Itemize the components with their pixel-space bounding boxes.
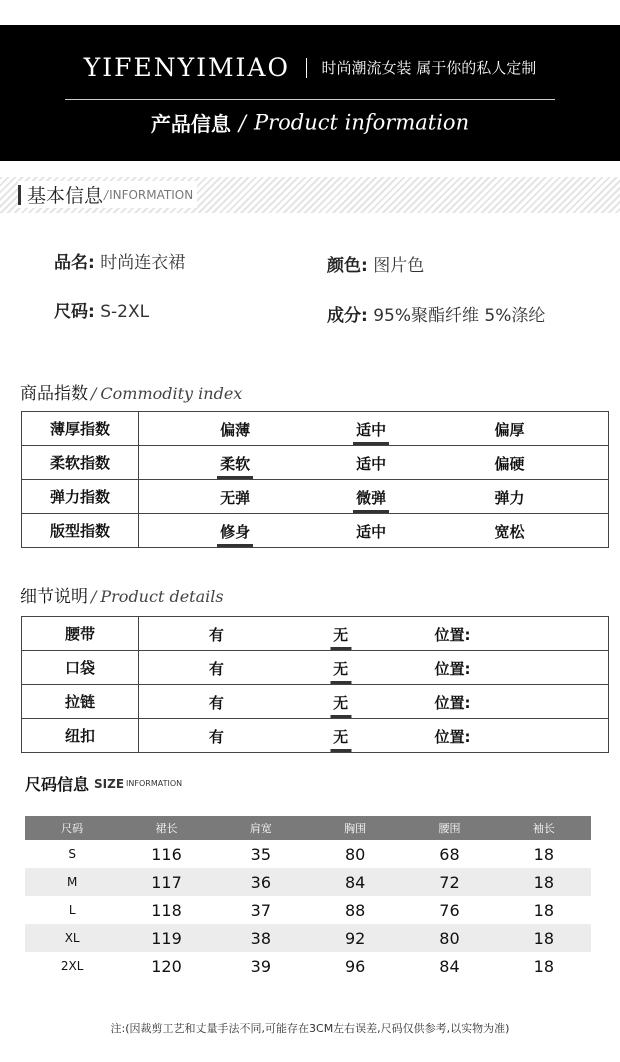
size-cell: 18 <box>533 956 554 976</box>
info-size-value: S-2XL <box>100 302 150 322</box>
details-option-no: 无 <box>330 692 351 718</box>
size-col-header: 腰围 <box>402 816 496 840</box>
brand-name: YIFENYIMIAO <box>83 53 290 82</box>
commodity-row-label: 弹力指数 <box>22 480 139 514</box>
details-position-label: 位置: <box>434 660 471 678</box>
header-divider <box>65 99 555 100</box>
commodity-option-selected: 微弹 <box>353 487 389 513</box>
details-row-options <box>139 617 609 651</box>
commodity-option: 无弹 <box>220 489 251 507</box>
info-name-label: 品名: <box>54 253 95 273</box>
size-cell: 18 <box>533 900 554 920</box>
commodity-row <box>22 480 609 514</box>
basic-info-band <box>0 177 620 213</box>
size-cell-size: M <box>25 868 119 896</box>
size-cell: 18 <box>497 924 591 952</box>
size-heading <box>25 772 182 795</box>
details-table <box>21 616 609 753</box>
size-row <box>25 868 591 896</box>
details-position-label: 位置: <box>434 728 471 746</box>
commodity-option: 偏薄 <box>220 421 251 439</box>
size-cell: 117 <box>119 868 213 896</box>
size-cell: 68 <box>439 844 460 864</box>
details-subtitle: Product details <box>100 587 224 606</box>
size-cell: 37 <box>250 900 271 920</box>
details-row <box>22 651 609 685</box>
details-title: 细节说明 <box>20 587 88 607</box>
size-table <box>25 816 591 980</box>
details-row <box>22 685 609 719</box>
size-cell: 96 <box>344 956 366 976</box>
size-cell: 39 <box>250 956 271 976</box>
info-material-value: 95%聚酯纤维 5%涤纶 <box>373 306 546 326</box>
commodity-option: 宽松 <box>494 523 525 541</box>
info-color-value: 图片色 <box>373 256 425 276</box>
commodity-row-options <box>139 514 609 548</box>
product-info-slash: / <box>238 110 246 135</box>
size-cell: 118 <box>151 900 182 920</box>
size-cell-size: 2XL <box>60 959 84 973</box>
details-row-label: 腰带 <box>22 617 139 651</box>
details-option-no: 无 <box>330 658 351 684</box>
product-info-cn: 产品信息 <box>150 112 231 136</box>
size-col-header: 肩宽 <box>214 816 308 840</box>
size-cell-size: S <box>68 847 76 861</box>
size-cell: 80 <box>344 844 366 864</box>
header-banner <box>0 25 620 161</box>
size-cell: 80 <box>402 924 496 952</box>
size-cell: 72 <box>402 868 496 896</box>
commodity-option: 弹力 <box>494 489 525 507</box>
size-cell: 84 <box>308 868 402 896</box>
commodity-heading: 商品指数 / Commodity index <box>20 384 243 404</box>
size-col-header: 裙长 <box>119 816 213 840</box>
basic-info-title: 基本信息 <box>27 185 104 207</box>
size-row <box>25 896 591 924</box>
size-cell: 18 <box>533 844 554 864</box>
details-row <box>22 719 609 753</box>
size-title-sub: INFORMATION <box>126 779 183 788</box>
size-col-header: 尺码 <box>25 816 119 840</box>
basic-info-heading <box>18 181 197 208</box>
size-row <box>25 840 591 868</box>
commodity-row-label: 柔软指数 <box>22 446 139 480</box>
details-row-label: 口袋 <box>22 651 139 685</box>
size-cell: 84 <box>439 956 460 976</box>
details-option-yes: 有 <box>208 626 224 644</box>
size-cell: 36 <box>214 868 308 896</box>
size-cell: 116 <box>151 844 182 864</box>
size-cell: 35 <box>250 844 271 864</box>
commodity-title: 商品指数 <box>20 384 88 404</box>
commodity-row-label: 薄厚指数 <box>22 412 139 446</box>
size-cell: 76 <box>439 900 460 920</box>
commodity-row <box>22 412 609 446</box>
size-cell-size: L <box>68 903 76 917</box>
commodity-row <box>22 514 609 548</box>
size-title: 尺码信息 <box>25 775 90 794</box>
size-cell: 38 <box>214 924 308 952</box>
details-option-no: 无 <box>330 726 351 752</box>
heading-bar <box>18 185 21 205</box>
commodity-option: 适中 <box>356 523 387 541</box>
size-row <box>25 924 591 952</box>
details-position-label: 位置: <box>434 626 471 644</box>
commodity-option-selected: 柔软 <box>217 453 253 479</box>
details-row <box>22 617 609 651</box>
details-option-yes: 有 <box>208 694 224 712</box>
info-name-value: 时尚连衣裙 <box>100 253 186 273</box>
size-col-header: 胸围 <box>308 816 402 840</box>
info-size-label: 尺码: <box>54 302 95 322</box>
commodity-row <box>22 446 609 480</box>
details-row-label: 纽扣 <box>22 719 139 753</box>
commodity-option: 适中 <box>356 455 387 473</box>
details-row-options <box>139 719 609 753</box>
commodity-option: 偏厚 <box>494 421 525 439</box>
size-col-header: 袖长 <box>497 816 591 840</box>
size-title-en: SIZE <box>94 776 125 791</box>
details-heading: 细节说明 / Product details <box>20 587 224 607</box>
brand-row <box>0 53 620 82</box>
commodity-row-options <box>139 446 609 480</box>
info-name <box>54 248 185 273</box>
info-material-label: 成分: <box>327 306 368 326</box>
size-cell: 119 <box>119 924 213 952</box>
size-cell: 88 <box>344 900 366 920</box>
details-option-yes: 有 <box>208 728 224 746</box>
details-row-options <box>139 685 609 719</box>
size-cell: 120 <box>151 956 182 976</box>
info-color <box>327 251 424 276</box>
brand-divider <box>306 58 308 78</box>
info-material <box>327 301 545 326</box>
commodity-subtitle: Commodity index <box>100 384 243 403</box>
size-cell: 92 <box>308 924 402 952</box>
basic-info-subtitle: /INFORMATION <box>104 187 194 202</box>
size-cell-size: XL <box>25 924 119 952</box>
brand-tagline: 时尚潮流女装 属于你的私人定制 <box>321 59 537 77</box>
commodity-row-options <box>139 412 609 446</box>
size-cell: 18 <box>497 868 591 896</box>
commodity-table <box>21 411 609 548</box>
info-size <box>54 297 149 322</box>
commodity-row-label: 版型指数 <box>22 514 139 548</box>
details-option-no: 无 <box>330 624 351 650</box>
info-color-label: 颜色: <box>327 256 368 276</box>
size-note: 注:(因裁剪工艺和丈量手法不同,可能存在3CM左右误差,尺码仅供参考,以实物为准) <box>110 1022 510 1035</box>
details-option-yes: 有 <box>208 660 224 678</box>
commodity-option: 偏硬 <box>494 455 525 473</box>
size-row <box>25 952 591 980</box>
details-row-options <box>139 651 609 685</box>
product-info-title <box>0 108 620 137</box>
commodity-option-selected: 修身 <box>217 521 253 547</box>
commodity-option-selected: 适中 <box>353 419 389 445</box>
details-row-label: 拉链 <box>22 685 139 719</box>
details-position-label: 位置: <box>434 694 471 712</box>
commodity-row-options <box>139 480 609 514</box>
product-info-en: Product information <box>253 110 470 135</box>
